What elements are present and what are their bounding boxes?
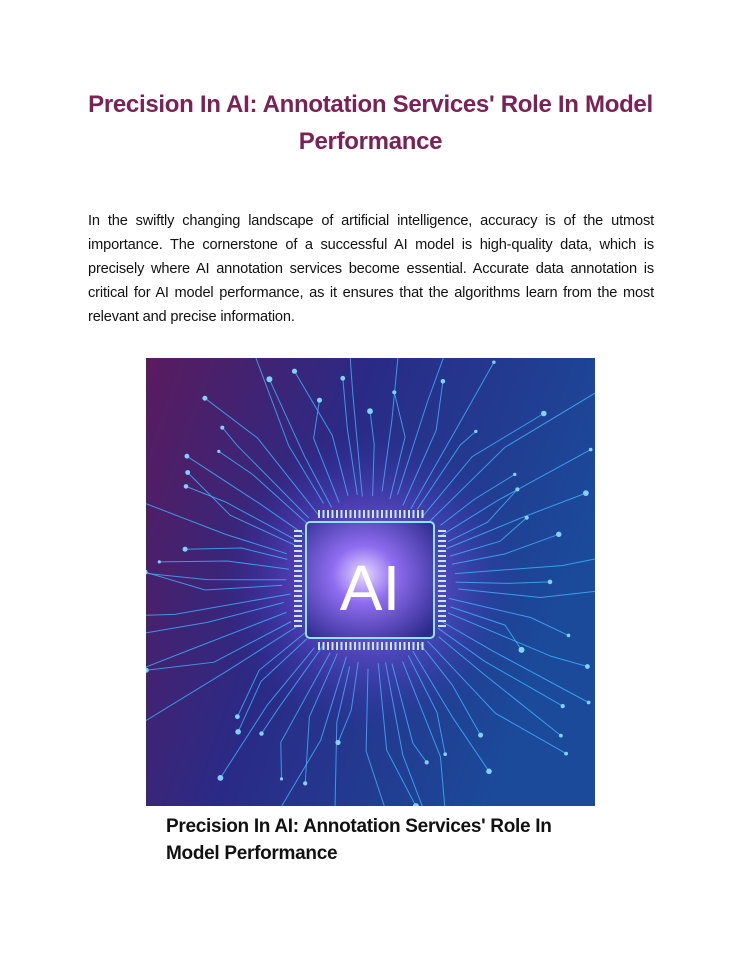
caption-line-2: Model Performance [166,843,338,864]
chip-pin [395,642,397,650]
chip-pin [350,642,352,650]
document-title: Precision In AI: Annotation Services' Role In Model Performance [88,91,653,155]
intro-paragraph: In the swiftly changing landscape of artificial intelligence, accuracy is of the utmost importance. The cornerstone of a successful AI model is high-quality data, which is precisely where AI annotation services become essential. Accurate data annotation is critical for AI model performance, as it ensures that the algorithms learn from the most relevant and precise information. [88,213,654,325]
circuit-node [340,376,345,381]
chip-pin [294,550,302,552]
circuit-node [587,701,591,705]
circuit-node [217,450,220,453]
chip-pin [323,642,325,650]
chip-pin [438,600,446,602]
circuit-node [556,532,561,537]
chip-pin [417,510,419,518]
chip-pin [332,510,334,518]
chip-pin [341,510,343,518]
circuit-node [220,426,224,430]
chip-pin [294,615,302,617]
chip-pin [386,642,388,650]
chip-pin [417,642,419,650]
circuit-node [525,516,529,520]
chip-pin [438,540,446,542]
chip-pin [438,625,446,627]
chip-pin [294,530,302,532]
circuit-node [589,448,593,452]
chip-pin [372,642,374,650]
chip-pin [363,642,365,650]
circuit-node [474,430,477,433]
chip-pin [372,510,374,518]
chip-pin [395,510,397,518]
chip-pin [386,510,388,518]
chip-pin [327,510,329,518]
chip-label: AI [339,552,401,624]
circuit-node [564,752,568,756]
circuit-node [303,781,307,785]
circuit-node [492,361,495,364]
chip-pin [350,510,352,518]
chip-pin [422,510,424,518]
chip-pin [294,590,302,592]
chip-pin [381,510,383,518]
chip-pin [438,560,446,562]
circuit-node [235,714,240,719]
circuit-node [486,769,492,775]
chip-pin [294,555,302,557]
chip-pin [336,510,338,518]
chip-pin [438,585,446,587]
chip-pin [438,575,446,577]
chip-pin [438,580,446,582]
chip-pin [399,510,401,518]
circuit-node [541,411,547,417]
circuit-node [158,560,161,563]
circuit-node [441,379,446,384]
chip-pin [294,560,302,562]
chip-pin [294,620,302,622]
chip-pin [422,642,424,650]
chip-pin [294,575,302,577]
chip-pin [368,510,370,518]
circuit-node [184,484,189,489]
chip-pin [438,550,446,552]
circuit-node [567,634,571,638]
chip-pin [327,642,329,650]
chip-pin [368,642,370,650]
circuit-node [235,729,241,735]
circuit-node [392,390,396,394]
figure-caption [166,813,606,867]
circuit-node [478,733,483,738]
circuit-node [280,777,283,780]
chip-pin [363,510,365,518]
chip-pin [377,510,379,518]
chip-pin [294,540,302,542]
chip-pin [294,625,302,627]
chip-pin [404,510,406,518]
chip-pin [294,600,302,602]
chip-pin [294,565,302,567]
circuit-node [185,470,190,475]
chip-pin [438,605,446,607]
circuit-node [292,369,297,374]
chip-pin [377,642,379,650]
circuit-node [185,454,190,459]
circuit-node [513,473,516,476]
circuit-node [519,647,525,653]
chip-pin [294,535,302,537]
chip-pin [354,642,356,650]
circuit-node [559,734,563,738]
circuit-node [317,398,322,403]
chip-pin [318,510,320,518]
chip-pin [390,510,392,518]
chip-pin [323,510,325,518]
chip-pin [438,590,446,592]
chip-pin [336,642,338,650]
chip-pin [381,642,383,650]
chip-pin [438,570,446,572]
chip-pin [438,565,446,567]
chip-pin [341,642,343,650]
circuit-node [585,664,590,669]
chip-pin [438,595,446,597]
chip-pin [438,535,446,537]
chip-pin [345,642,347,650]
chip-pin [404,642,406,650]
circuit-node [561,704,565,708]
chip-pin [413,510,415,518]
chip-pin [354,510,356,518]
circuit-node [218,775,224,781]
chip-pin [294,610,302,612]
circuit-node [443,752,447,756]
chip-pin [318,642,320,650]
chip-pin [438,610,446,612]
ai-chip-illustration [146,358,595,806]
chip-pin [294,605,302,607]
chip-pin [294,585,302,587]
chip-pin [294,580,302,582]
ai-chip-graphic [146,358,595,806]
circuit-node [259,731,263,735]
chip-pin [408,642,410,650]
chip-pin [438,620,446,622]
chip-pin [345,510,347,518]
circuit-node [548,580,553,585]
circuit-node [266,376,272,382]
chip-pin [413,642,415,650]
circuit-node [202,396,207,401]
chip-pin [438,530,446,532]
chip-pin [438,545,446,547]
chip-pin [332,642,334,650]
chip-pin [294,595,302,597]
chip-pin [294,545,302,547]
circuit-node [583,490,589,496]
chip-pin [438,615,446,617]
caption-line-1: Precision In AI: Annotation Services' Role In [166,816,552,837]
chip-pin [399,642,401,650]
circuit-node [183,547,188,552]
chip-pin [359,510,361,518]
circuit-node [335,740,340,745]
chip-pin [408,510,410,518]
circuit-node [367,408,373,414]
chip-pin [359,642,361,650]
chip-pin [390,642,392,650]
circuit-node [515,487,519,491]
circuit-node [425,760,429,764]
chip-pin [438,555,446,557]
chip-pin [294,570,302,572]
